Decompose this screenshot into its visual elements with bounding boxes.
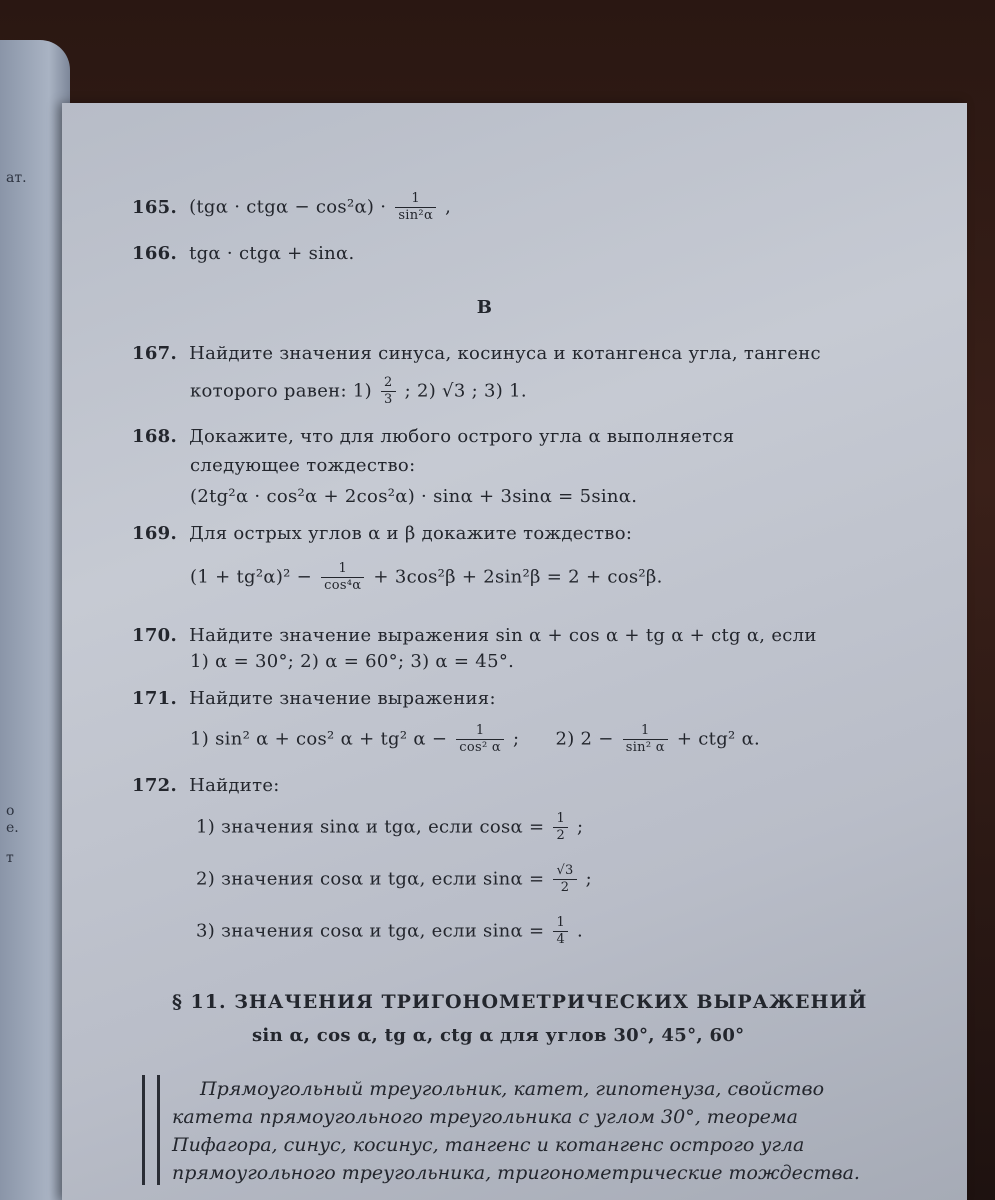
problem-number: 168. bbox=[132, 426, 178, 447]
fraction-denominator: cos⁴α bbox=[324, 578, 362, 593]
fraction-numerator: 2 bbox=[381, 375, 396, 392]
fraction-denominator: cos² α bbox=[459, 740, 501, 755]
problem-expression: tgα · ctgα + sinα. bbox=[189, 243, 355, 264]
problem-text: следующее тождество: bbox=[190, 455, 416, 476]
fraction bbox=[381, 375, 396, 408]
book-page bbox=[62, 103, 967, 1200]
problem-text: 1) α = 30°; 2) α = 60°; 3) α = 45°. bbox=[190, 651, 515, 672]
problem-171-parts bbox=[190, 723, 760, 756]
fraction bbox=[321, 561, 364, 594]
fraction-numerator: 1 bbox=[321, 561, 364, 578]
problem-167-line2 bbox=[190, 375, 527, 408]
keywords-line: Прямоугольный треугольник, катет, гипотенуза, свойство bbox=[200, 1078, 825, 1100]
fraction-numerator: 1 bbox=[623, 723, 668, 740]
problem-expression: (1 + tg²α)² − bbox=[190, 566, 313, 588]
keywords-line: Пифагора, синус, косинус, тангенс и котангенс острого угла bbox=[172, 1134, 805, 1156]
problem-expression: + ctg² α. bbox=[676, 728, 761, 750]
fraction bbox=[623, 723, 668, 756]
problem-text: Найдите значения синуса, косинуса и котангенса угла, тангенс bbox=[189, 343, 821, 364]
problem-expression: (2tg²α · cos²α + 2cos²α) · sinα + 3sinα = 5sinα. bbox=[190, 486, 638, 507]
problem-number: 165. bbox=[132, 196, 178, 218]
fraction-denominator: sin²α bbox=[398, 208, 434, 223]
problem-text: ; 2) √3 ; 3) 1. bbox=[404, 380, 527, 402]
problem-expression: (tgα · ctgα − cos²α) · bbox=[189, 196, 387, 218]
fraction bbox=[395, 191, 436, 224]
problem-expression: + 3cos²β + 2sin²β = 2 + cos²β. bbox=[373, 566, 663, 588]
problem-166 bbox=[132, 243, 355, 264]
fraction-numerator: 1 bbox=[553, 915, 568, 932]
section-title: § 11. ЗНАЧЕНИЯ ТРИГОНОМЕТРИЧЕСКИХ ВЫРАЖЕНИЙ bbox=[172, 991, 868, 1013]
problem-text: Найдите значение выражения: bbox=[189, 688, 496, 709]
problem-text: ; bbox=[577, 816, 584, 838]
problem-165 bbox=[132, 191, 451, 224]
fraction bbox=[553, 863, 576, 896]
keywords-bar bbox=[142, 1075, 160, 1185]
problem-number: 167. bbox=[132, 343, 178, 364]
problem-text: Докажите, что для любого острого угла α выполняется bbox=[189, 426, 735, 447]
problem-text: 2) значения cosα и tgα, если sinα = bbox=[196, 868, 545, 890]
fraction bbox=[553, 811, 568, 844]
fraction-denominator: sin² α bbox=[625, 740, 665, 755]
problem-text: Для острых углов α и β докажите тождество: bbox=[189, 523, 633, 544]
problem-number: 169. bbox=[132, 523, 178, 544]
left-page-edge bbox=[0, 40, 70, 1200]
fraction-numerator: 1 bbox=[553, 811, 568, 828]
problem-number: 172. bbox=[132, 775, 178, 796]
fraction-numerator: √3 bbox=[553, 863, 576, 880]
left-page-fragment: е. bbox=[6, 820, 19, 836]
problem-168 bbox=[132, 426, 734, 447]
fraction bbox=[553, 915, 568, 948]
problem-text: . bbox=[577, 920, 584, 942]
keywords-line: катета прямоугольного треугольника с углом 30°, теорема bbox=[172, 1106, 798, 1128]
problem-expression: 2) 2 − bbox=[555, 728, 614, 750]
problem-169-expression bbox=[190, 561, 663, 594]
fraction-denominator: 2 bbox=[560, 880, 570, 895]
fraction-numerator: 1 bbox=[395, 191, 436, 208]
keywords-line: прямоугольного треугольника, тригонометрические тождества. bbox=[172, 1162, 860, 1184]
fraction-numerator: 1 bbox=[456, 723, 504, 740]
section-subtitle: sin α, cos α, tg α, ctg α для углов 30°, 45°, 60° bbox=[252, 1025, 745, 1046]
left-page-fragment: т bbox=[6, 850, 14, 866]
problem-172 bbox=[132, 775, 280, 796]
problem-expression: ; bbox=[513, 728, 520, 750]
problem-number: 170. bbox=[132, 625, 178, 646]
left-page-fragment: о bbox=[6, 803, 15, 819]
problem-text: 3) значения cosα и tgα, если sinα = bbox=[196, 920, 545, 942]
problem-170 bbox=[132, 625, 817, 646]
problem-172-item1 bbox=[196, 811, 583, 844]
problem-text: 1) значения sinα и tgα, если cosα = bbox=[196, 816, 545, 838]
problem-expression: 1) sin² α + cos² α + tg² α − bbox=[190, 728, 448, 750]
problem-number: 171. bbox=[132, 688, 178, 709]
section-letter: B bbox=[476, 297, 493, 318]
problem-172-item3 bbox=[196, 915, 583, 948]
problem-text: ; bbox=[585, 868, 592, 890]
problem-tail: , bbox=[445, 196, 452, 218]
fraction-denominator: 4 bbox=[556, 932, 566, 947]
problem-171 bbox=[132, 688, 496, 709]
problem-text: Найдите: bbox=[189, 775, 280, 796]
problem-number: 166. bbox=[132, 243, 178, 264]
left-page-fragment: ат. bbox=[6, 170, 27, 186]
fraction-denominator: 2 bbox=[556, 828, 566, 843]
problem-169 bbox=[132, 523, 632, 544]
problem-172-item2 bbox=[196, 863, 592, 896]
problem-text: которого равен: 1) bbox=[190, 380, 372, 402]
problem-167 bbox=[132, 343, 821, 364]
fraction bbox=[456, 723, 504, 756]
fraction-denominator: 3 bbox=[383, 392, 393, 407]
problem-text: Найдите значение выражения sin α + cos α + tg α + ctg α, если bbox=[189, 625, 817, 646]
